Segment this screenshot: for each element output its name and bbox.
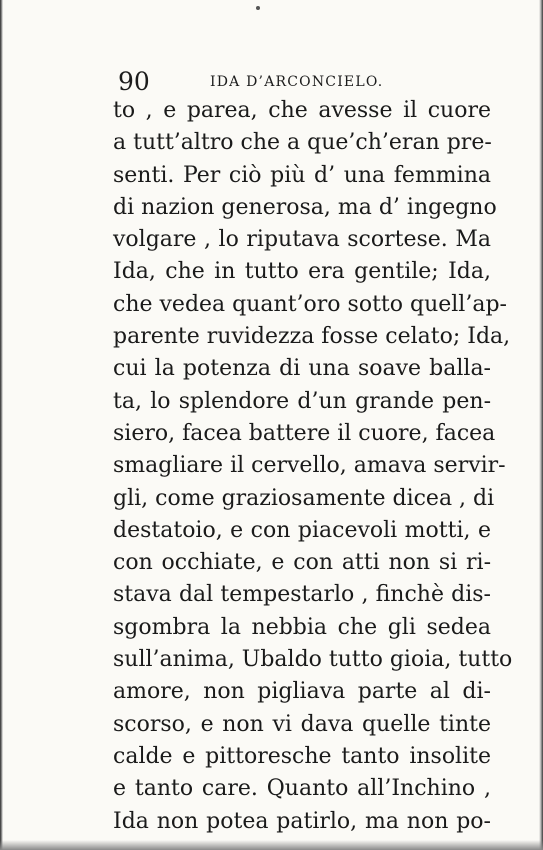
text-line: a tutt’altro che a que’ch’eran pre- — [113, 130, 492, 156]
text-line: e tanto care. Quanto all’Inchino , — [113, 776, 491, 802]
running-head: IDA D’ARCONCIELO. — [210, 74, 384, 90]
text-line: smagliare il cervello, amava servir- — [113, 453, 506, 479]
body-text — [113, 95, 513, 838]
text-line: to , e parea, che avesse il cuore — [113, 98, 491, 123]
text-line: con occhiate, e con atti non si ri- — [113, 550, 491, 576]
text-line: gli, come graziosamente dicea , di — [113, 485, 495, 511]
text-line: scorso, e non vi dava quelle tinte — [113, 711, 491, 737]
page-bottom-edge — [0, 840, 543, 850]
text-line: destatoio, e con piacevoli motti, e — [113, 517, 491, 543]
page-number: 90 — [118, 67, 150, 96]
text-line: di nazion generosa, ma d’ ingegno — [113, 194, 497, 220]
page-right-edge — [539, 0, 543, 850]
text-line: volgare , lo riputava scortese. Ma — [113, 227, 491, 253]
page-left-edge — [0, 0, 3, 850]
ink-speck — [256, 6, 260, 10]
text-line: ta, lo splendore d’un grande pen- — [113, 388, 491, 414]
text-line: calde e pittoresche tanto insolite — [113, 743, 491, 769]
text-line: che vedea quant’oro sotto quell’ap- — [113, 291, 507, 317]
text-line: stava dal tempestarlo , finchè dis- — [113, 582, 491, 608]
text-line: sull’anima, Ubaldo tutto gioia, tutto — [113, 647, 513, 673]
text-line: Ida non potea patirlo, ma non po- — [113, 808, 491, 834]
text-line: siero, facea battere il cuore, facea — [113, 420, 496, 446]
text-line: amore, non pigliava parte al di- — [113, 679, 491, 705]
text-line: senti. Per ciò più d’ una femmina — [113, 162, 491, 188]
text-line: parente ruvidezza fosse celato; Ida, — [113, 324, 511, 350]
text-line: sgombra la nebbia che gli sedea — [113, 614, 491, 640]
text-line: Ida, che in tutto era gentile; Ida, — [113, 259, 491, 285]
text-line: cui la potenza di una soave balla- — [113, 356, 491, 382]
